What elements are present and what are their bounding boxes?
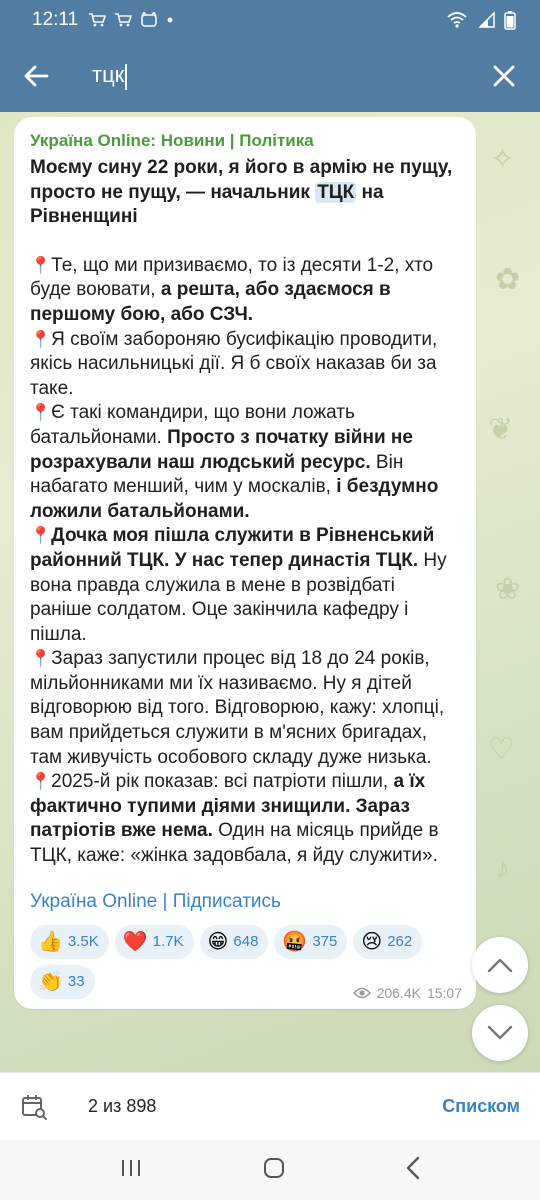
reaction-heart[interactable] — [115, 925, 194, 959]
wifi-icon — [446, 11, 468, 29]
cry-icon: 😢 — [361, 930, 383, 953]
reaction-clap[interactable] — [30, 965, 95, 999]
pin-icon: 📍 — [30, 255, 52, 275]
pin-icon: 📍 — [30, 526, 52, 546]
text-caret — [125, 64, 127, 90]
p3-bold-1: Просто з початку війни не розрахували наш людський ресурс. — [30, 426, 413, 473]
pin-icon: 📍 — [30, 403, 52, 423]
title-text-2: на Рівненщині — [30, 181, 384, 228]
signal-icon — [476, 11, 496, 29]
doodle-note-icon: ♪ — [495, 852, 510, 885]
pin-icon: 📍 — [30, 329, 52, 349]
reaction-count: 33 — [67, 973, 85, 991]
message-time: 15:07 — [426, 984, 462, 1001]
calendar-button[interactable] — [0, 1073, 68, 1141]
recents-icon — [119, 1157, 143, 1179]
next-result-button[interactable] — [472, 1005, 528, 1061]
p2-text: Я своїм забороняю бусифікацію проводити, якісь насильницькі дії. Я б своїх наказав би за таке. — [30, 328, 438, 399]
reaction-grin[interactable] — [200, 925, 269, 959]
heart-icon: ❤️ — [122, 930, 148, 953]
chevron-up-icon — [487, 957, 513, 973]
cat-icon — [140, 12, 158, 28]
reaction-count: 3.5K — [67, 933, 99, 951]
doodle-heart-icon: ♡ — [488, 733, 515, 766]
list-view-button[interactable]: Списком — [442, 1096, 520, 1116]
p6-bold: а їх фактично тупими діями знищили. Зараз патріотів вже нема. — [30, 771, 426, 842]
calendar-search-icon — [20, 1093, 48, 1121]
message-meta — [353, 985, 462, 1001]
p3-text-1: Є такі командири, що вони ложать батальйонами. — [30, 402, 355, 448]
result-counter: 2 из 898 — [88, 1096, 157, 1116]
p1-text: Те, що ми призиваємо, то із десяти 1-2, хто буде воювати, — [30, 254, 434, 301]
paragraph-2 — [30, 328, 460, 402]
paragraph-3 — [30, 401, 460, 524]
search-input[interactable] — [92, 62, 468, 89]
p4-bold: Дочка моя пішла служити в Рівненський районний ТЦК. У нас тепер династія ТЦК. — [30, 525, 435, 571]
message-text — [30, 156, 460, 869]
reaction-cry[interactable] — [353, 925, 422, 959]
recents-button[interactable] — [119, 1157, 143, 1184]
chevron-down-icon — [487, 1025, 513, 1041]
pin-icon: 📍 — [30, 649, 52, 669]
home-button[interactable] — [262, 1156, 286, 1185]
clear-search-button[interactable] — [468, 40, 540, 112]
angry-icon: 🤬 — [282, 930, 308, 953]
system-back-button[interactable] — [405, 1156, 421, 1185]
status-time: 12:11 — [32, 9, 79, 30]
doodle-flower-icon: ❀ — [495, 573, 521, 606]
thumbs-up-icon: 👍 — [38, 930, 63, 953]
p6-text-1: 2025-й рік показав: всі патріоти пішли, — [51, 771, 394, 793]
back-chevron-icon — [405, 1156, 421, 1180]
back-button[interactable] — [0, 40, 72, 112]
paragraph-4 — [30, 524, 460, 647]
dot-icon — [166, 12, 174, 28]
doodle-star-icon: ✧ — [490, 143, 516, 176]
cart-icon — [88, 12, 106, 28]
reaction-count: 375 — [312, 933, 338, 951]
p3-bold-2: і бездумно ложили батальйонами. — [30, 476, 439, 522]
p5-text: Зараз запустили процес від 18 до 24 років, мільйонниками ми їх називаємо. Ну я дітей відговорюю від того. Відговорюю, кажу: хлопці, вам прийдеться служити в м'ясних бригадах, там живучість особового складу дуже низька. — [30, 648, 445, 768]
p4-text: Ну вона правда служила в мене в розвідбаті раніше солдатом. Оце закінчила кафедру і пішла. — [30, 549, 447, 645]
doodle-gift-icon: ✿ — [495, 263, 521, 296]
channel-name[interactable]: Україна Online: Новини | Політика — [30, 131, 314, 150]
message-title — [30, 157, 452, 227]
search-results-bar — [0, 1072, 540, 1140]
chat-area[interactable] — [0, 112, 540, 1072]
notification-icons — [88, 12, 174, 28]
reaction-count: 648 — [233, 933, 259, 951]
status-bar — [0, 0, 540, 40]
close-icon — [493, 65, 515, 87]
battery-icon — [504, 10, 516, 30]
title-text-1: Моєму сину 22 роки, я його в армію не пущу, просто не пущу, — начальник — [30, 157, 453, 203]
paragraph-5 — [30, 647, 460, 770]
cart-icon — [114, 12, 132, 28]
message-bubble[interactable] — [14, 117, 476, 1009]
doodle-leaf-icon: ❦ — [488, 413, 514, 446]
previous-result-button[interactable] — [472, 937, 528, 993]
grin-icon: 😁 — [207, 930, 229, 953]
paragraph-1 — [30, 254, 460, 328]
reaction-count: 262 — [387, 933, 413, 951]
subscribe-link[interactable]: Україна Online | Підписатись — [30, 890, 281, 912]
p1-bold: а решта, або здаємося в першому бою, або СЗЧ. — [30, 279, 391, 325]
system-nav-bar — [0, 1140, 540, 1200]
search-header — [0, 40, 540, 112]
p6-text-2: Один на місяць прийде в ТЦК, каже: «жінка задовбала, я йду служити». — [30, 820, 439, 867]
home-icon — [262, 1156, 286, 1180]
eye-icon — [353, 987, 371, 999]
paragraph-6 — [30, 770, 460, 868]
reaction-angry[interactable] — [274, 925, 347, 959]
reaction-count: 1.7K — [152, 933, 184, 951]
search-highlight: ТЦК — [317, 181, 355, 203]
view-count: 206.4K — [376, 984, 421, 1001]
arrow-left-icon — [23, 64, 49, 88]
search-query: тцк — [92, 62, 125, 88]
reaction-thumbs-up[interactable] — [30, 925, 109, 959]
pin-icon: 📍 — [30, 772, 52, 792]
p3-text-2: Він набагато менший, чим у москалів, — [30, 451, 404, 498]
clap-icon: 👏 — [38, 970, 63, 993]
